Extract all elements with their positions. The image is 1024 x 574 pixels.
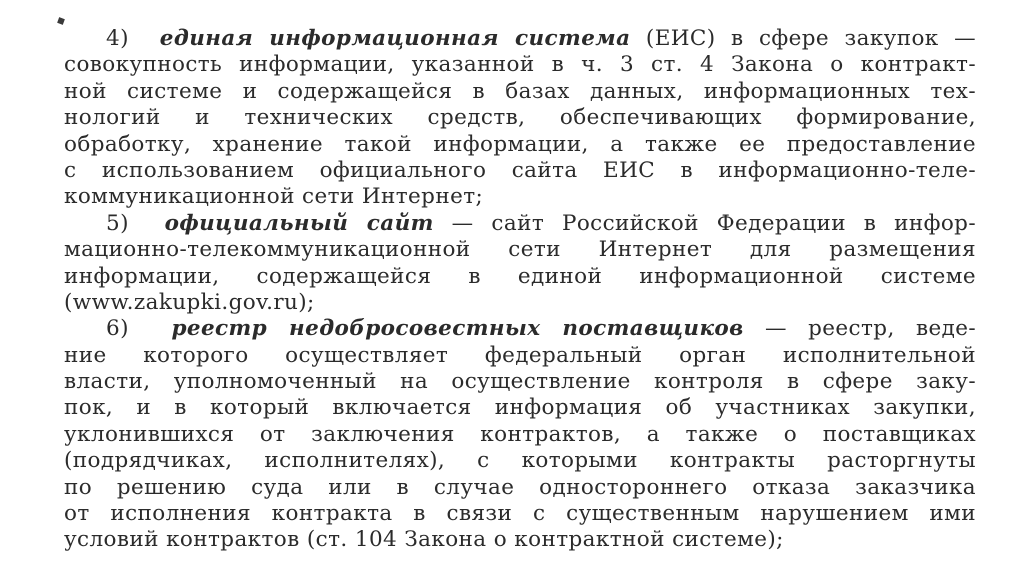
definition-text: (ЕИС) в сфере закупок — <box>630 26 976 51</box>
item-number: 5) <box>106 210 129 236</box>
text-line: ние которого осуществляет федеральный орган исполнительной <box>64 342 976 368</box>
text-line: по решению суда или в случае одностороннего отказа заказчика <box>64 474 976 500</box>
text-line: пок, и в который включается информация об участниках закупки, <box>64 395 976 421</box>
text-line: уклонившихся от заключения контрактов, а также о поставщиках <box>64 421 976 447</box>
text-line: мационно-телекоммуникационной сети Интернет для размещения <box>64 237 976 263</box>
text-line: власти, уполномоченный на осуществление контроля в сфере заку- <box>64 369 976 395</box>
text-line: (www.zakupki.gov.ru); <box>64 289 315 315</box>
text-line: ной системе и содержащейся в базах данных, информационных тех- <box>64 78 976 104</box>
item-number: 4) <box>106 26 129 51</box>
defined-term: единая информационная система <box>159 26 631 51</box>
text-line: информации, содержащейся в единой информационной системе <box>64 263 976 289</box>
text-line: от исполнения контракта в связи с существенным нарушением ими <box>64 501 976 527</box>
defined-term: официальный сайт <box>164 210 434 236</box>
definition-text: — сайт Российской Федерации в инфор- <box>433 210 976 236</box>
text-line: совокупность информации, указанной в ч. 3 ст. 4 Закона о контракт- <box>64 52 976 78</box>
scan-artifact-mark <box>57 17 65 25</box>
text-line: (подрядчиках, исполнителях), с которыми контракты расторгнуты <box>64 448 976 474</box>
item-number: 6) <box>106 316 129 342</box>
defined-term: реестр недобросовестных поставщиков <box>171 316 744 342</box>
text-line: нологий и технических средств, обеспечивающих формирование, <box>64 105 976 131</box>
text-line: коммуникационной сети Интернет; <box>64 184 484 210</box>
text-line: обработку, хранение такой информации, а также ее предоставление <box>64 131 976 157</box>
text-line: с использованием официального сайта ЕИС в информационно-теле- <box>64 157 976 183</box>
text-line: условий контрактов (ст. 104 Закона о контрактной системе); <box>64 527 784 553</box>
document-text <box>64 26 976 554</box>
item-6-first-line <box>64 316 976 342</box>
item-5-first-line <box>64 211 976 237</box>
definition-text: — реестр, веде- <box>743 316 977 342</box>
item-4-first-line <box>64 26 976 52</box>
